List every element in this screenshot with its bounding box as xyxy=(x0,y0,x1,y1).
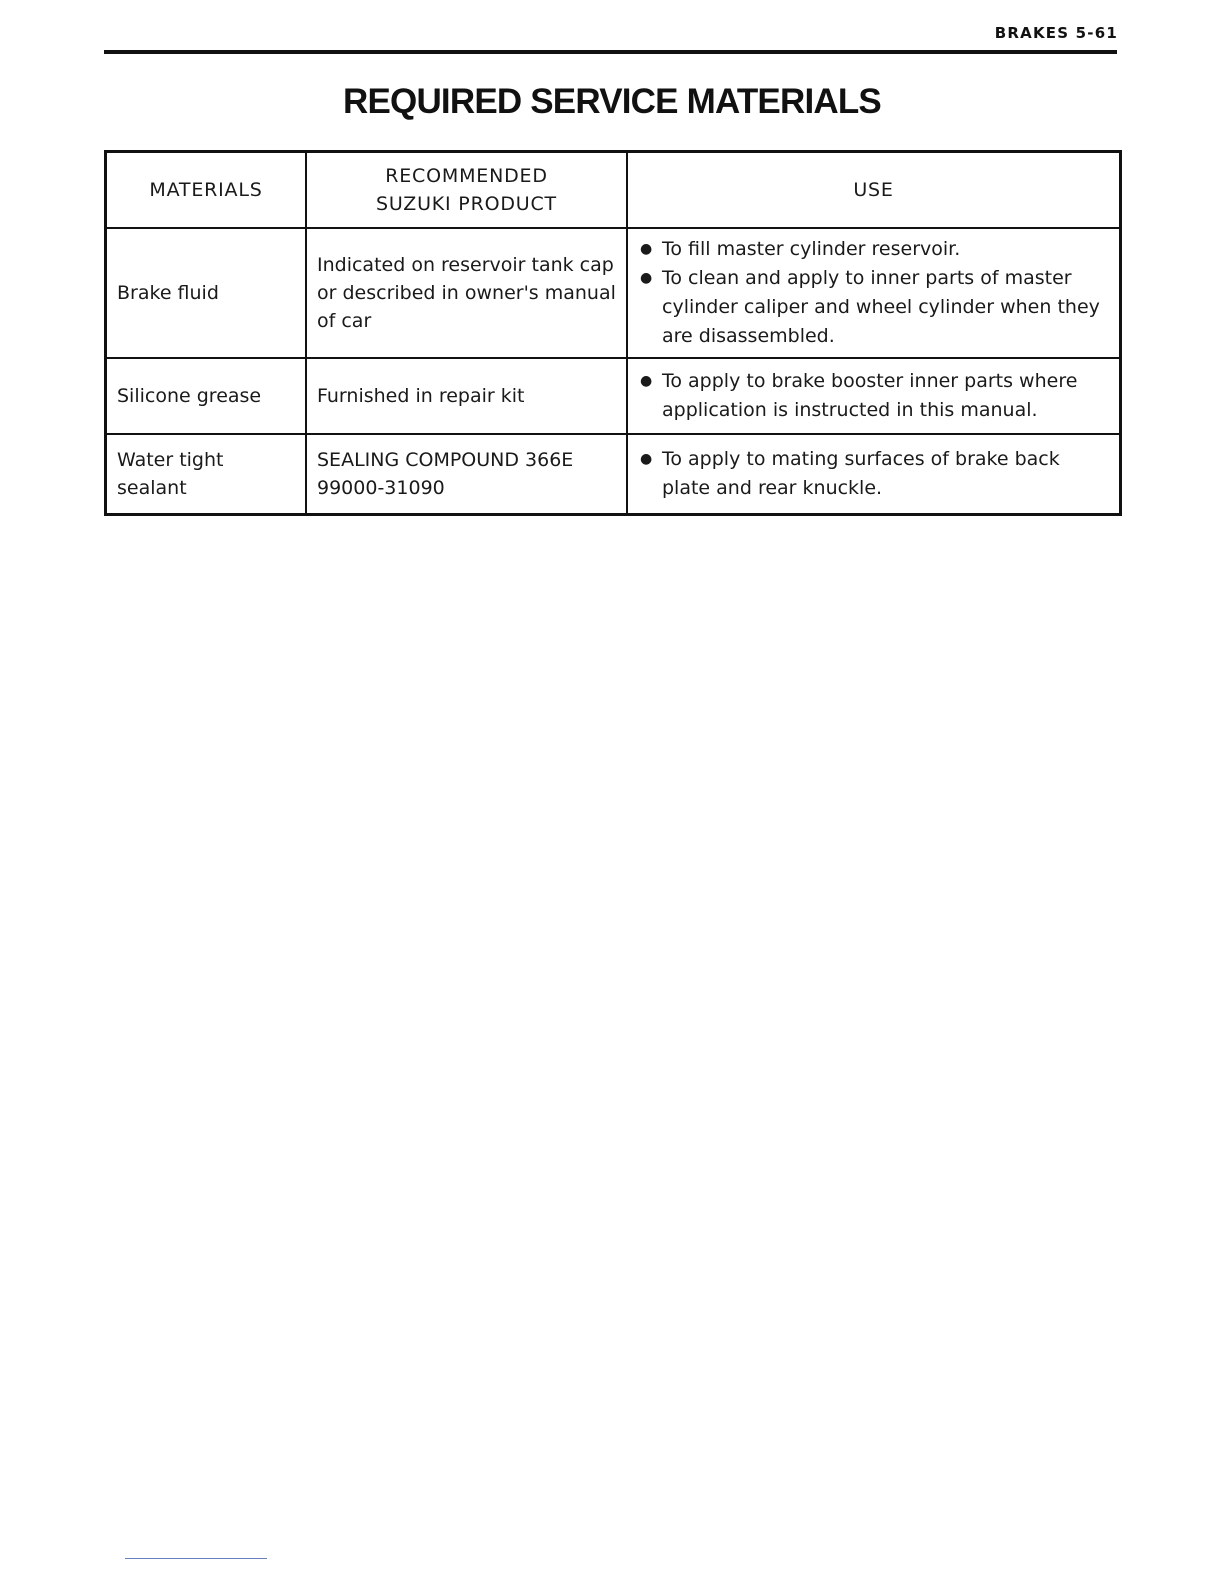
use-list xyxy=(636,235,1109,351)
product-name: SEALING COMPOUND 366E xyxy=(317,449,574,471)
bullet-icon: ● xyxy=(640,451,653,467)
column-header-product-line1: RECOMMENDED xyxy=(385,165,548,187)
product-cell: Indicated on reservoir tank cap or described in owner's manual of car xyxy=(306,228,627,358)
product-part-number: 99000-31090 xyxy=(317,477,445,499)
product-cell: Furnished in repair kit xyxy=(306,358,627,434)
bullet-icon: ● xyxy=(640,270,653,286)
bullet-icon: ● xyxy=(640,241,653,257)
use-cell xyxy=(627,228,1121,358)
table-row xyxy=(106,434,1121,515)
use-text: To apply to mating surfaces of brake back plate and rear knuckle. xyxy=(662,448,1060,499)
table-row xyxy=(106,358,1121,434)
bullet-icon: ● xyxy=(640,373,653,389)
bottom-scan-mark xyxy=(125,1558,267,1559)
table-row xyxy=(106,228,1121,358)
use-cell xyxy=(627,358,1121,434)
use-cell xyxy=(627,434,1121,515)
use-item xyxy=(636,264,1109,351)
material-cell: Water tight sealant xyxy=(106,434,307,515)
use-item xyxy=(636,235,1109,264)
use-item xyxy=(636,445,1109,503)
use-text: To fill master cylinder reservoir. xyxy=(662,238,961,260)
use-list xyxy=(636,367,1109,425)
column-header-product-line2: SUZUKI PRODUCT xyxy=(376,193,557,215)
use-item xyxy=(636,367,1109,425)
section-page-label: BRAKES 5-61 xyxy=(994,24,1118,42)
materials-table xyxy=(104,150,1122,516)
use-list xyxy=(636,445,1109,503)
column-header-materials: MATERIALS xyxy=(106,152,307,229)
table-header-row xyxy=(106,152,1121,229)
column-header-use: USE xyxy=(627,152,1121,229)
material-cell: Silicone grease xyxy=(106,358,307,434)
material-cell: Brake fluid xyxy=(106,228,307,358)
header-rule xyxy=(104,50,1117,54)
use-text: To clean and apply to inner parts of master cylinder caliper and wheel cylinder when they are disassembled. xyxy=(662,267,1100,347)
use-text: To apply to brake booster inner parts where application is instructed in this manual. xyxy=(662,370,1078,421)
page-title: REQUIRED SERVICE MATERIALS xyxy=(343,82,881,121)
column-header-product xyxy=(306,152,627,229)
product-cell xyxy=(306,434,627,515)
